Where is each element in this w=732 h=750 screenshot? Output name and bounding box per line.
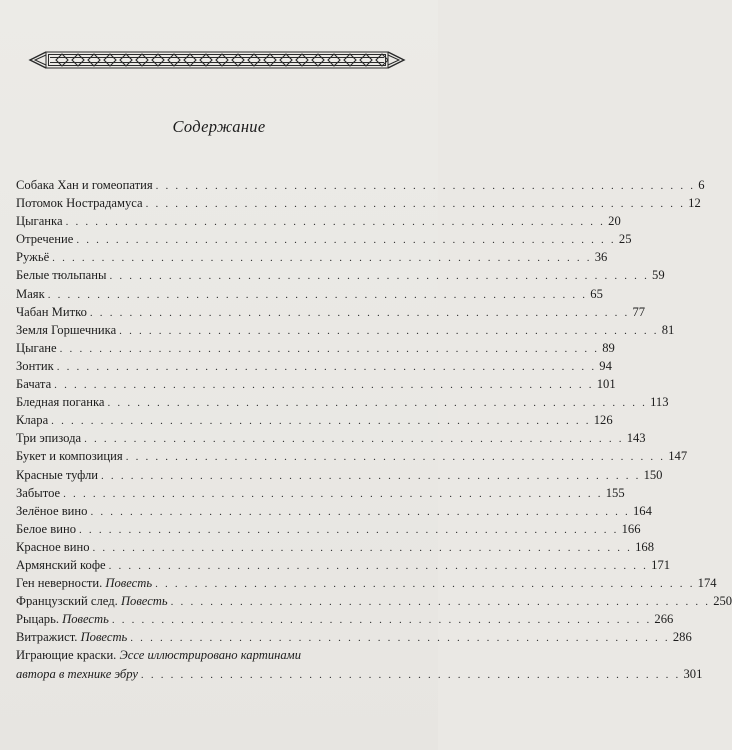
ornament-diamond (152, 54, 164, 66)
toc-entry-title-text: Зелёное вино (16, 503, 88, 518)
toc-entry-title-text: Отречение (16, 232, 74, 247)
toc-leader-dots: . . . . . . . . . . . . . . . . . . . . . . . . . . . . . . . . . . . . . . . . . . . . . . . . . . . . . . . (145, 198, 686, 211)
toc-entry (16, 502, 652, 520)
decorative-ornament-band (26, 48, 408, 72)
toc-leader-dots: . . . . . . . . . . . . . . . . . . . . . . . . . . . . . . . . . . . . . . . . . . . . . . . . . . . . . . . (101, 469, 641, 482)
ornament-diamond (344, 54, 356, 66)
toc-entry-title-text: Белые тюльпаны (16, 268, 107, 283)
toc-entry-title (16, 429, 81, 447)
toc-entry-genre: Повесть (62, 612, 109, 627)
toc-leader-dots: . . . . . . . . . . . . . . . . . . . . . . . . . . . . . . . . . . . . . . . . . . . . . . . . . . . . . . . (155, 180, 696, 192)
toc-entry-title-text: Клара (16, 413, 49, 428)
toc-entry-page: 164 (633, 503, 652, 518)
toc-entry-genre: Повесть (80, 630, 128, 645)
toc-leader-dots: . . . . . . . . . . . . . . . . . . . . . . . . . . . . . . . . . . . . . . . . . . . . . . . . . . . . . . . (89, 306, 630, 319)
toc-entry-title (16, 303, 87, 321)
toc-entry-title (16, 375, 51, 393)
toc-entry-title-text: Французский след. (16, 594, 118, 609)
toc-entry-page: 174 (697, 576, 717, 591)
ornament-diamond (328, 54, 340, 66)
toc-entry (16, 574, 717, 592)
toc-leader-dots: . . . . . . . . . . . . . . . . . . . . . . . . . . . . . . . . . . . . . . . . . . . . . . . . . . . . . . . (140, 668, 681, 681)
ornament-diamond (216, 54, 228, 66)
toc-entry-page: 89 (602, 340, 615, 355)
toc-entry-page: 20 (608, 214, 621, 229)
toc-entry (16, 212, 621, 230)
ornament-diamond (168, 54, 180, 66)
toc-entry-title (16, 230, 73, 248)
toc-entry-title-text: Красное вино (16, 539, 90, 554)
toc-entry (16, 610, 674, 628)
toc-entry-title-text: Маяк (16, 286, 45, 301)
toc-entry-page: 6 (698, 178, 705, 192)
toc-leader-dots: . . . . . . . . . . . . . . . . . . . . . . . . . . . . . . . . . . . . . . . . . . . . . . . . . . . . . . . (108, 559, 649, 572)
toc-entry (16, 538, 654, 556)
toc-entry-title (16, 339, 57, 357)
toc-entry-page: 126 (593, 413, 613, 428)
toc-entry-page: 155 (605, 485, 625, 500)
ornament-diamond (296, 54, 308, 66)
toc-entry-title (16, 502, 87, 520)
toc-entry-title-text: Зонтик (16, 358, 54, 373)
toc-entry-title (16, 610, 109, 628)
toc-entry-genre: Повесть (120, 594, 168, 609)
toc-entry-title (16, 393, 105, 411)
toc-entry-page: 65 (590, 286, 603, 301)
toc-entry (16, 285, 603, 303)
toc-leader-dots: . . . . . . . . . . . . . . . . . . . . . . . . . . . . . . . . . . . . . . . . . . . . . . . . . . . . . . . (107, 397, 648, 410)
toc-entry-title-text: Цыганка (16, 214, 63, 229)
ornament-diamond (136, 54, 148, 66)
toc-entry-line (16, 665, 703, 683)
toc-entry-page: 166 (621, 521, 641, 536)
toc-entry-title-text: Три эпизода (16, 431, 82, 446)
toc-entry-page: 25 (618, 232, 632, 247)
toc-leader-dots: . . . . . . . . . . . . . . . . . . . . . . . . . . . . . . . . . . . . . . . . . . . . . . . . . . . . . . . (119, 324, 659, 337)
toc-entry-title (16, 538, 90, 556)
toc-entry-title-text: Собака Хан и гомеопатия (16, 178, 153, 192)
toc-entry (16, 520, 641, 538)
toc-entry-page: 94 (599, 358, 612, 373)
toc-entry-title-text: Красные туфли (16, 467, 99, 482)
toc-entry (16, 484, 625, 502)
toc-entry (16, 339, 615, 357)
toc-entry-title (16, 212, 63, 230)
toc-entry-title-text: Бачата (16, 377, 52, 392)
toc-entry (16, 466, 663, 484)
ornament-diamond (360, 54, 372, 66)
toc-entry-title-text: Чабан Митко (16, 304, 87, 319)
toc-entry-page: 168 (635, 539, 654, 554)
toc-entry-genre: Повесть (105, 576, 153, 591)
toc-entry-title-text: Цыгане (16, 340, 57, 355)
toc-entry-page: 59 (652, 268, 665, 283)
ornament-diamond (120, 54, 132, 66)
toc-entry-line (16, 646, 414, 664)
toc-entry-title (16, 266, 106, 284)
toc-entry (16, 230, 632, 248)
toc-leader-dots: . . . . . . . . . . . . . . . . . . . . . . . . . . . . . . . . . . . . . . . . . . . . . . . . . . . . . . . (52, 252, 592, 265)
toc-entry (16, 592, 732, 610)
ornament-diamond (312, 54, 324, 66)
toc-entry-page: 36 (594, 250, 608, 265)
toc-leader-dots: . . . . . . . . . . . . . . . . . . . . . . . . . . . . . . . . . . . . . . . . . . . . . . . . . . . . . . . (90, 505, 630, 518)
toc-entry-title-text: Ген неверности. (16, 576, 103, 591)
toc-entry-title (16, 176, 153, 194)
toc-leader-dots: . . . . . . . . . . . . . . . . . . . . . . . . . . . . . . . . . . . . . . . . . . . . . . . . . . . . . . . (76, 234, 616, 247)
toc-entry-title-text: Земля Горшечника (16, 322, 117, 337)
ornament-diamond (376, 54, 388, 66)
toc-entry (16, 248, 608, 266)
toc-entry-title (16, 592, 168, 610)
ornament-diamond (264, 54, 276, 66)
toc-entry-page: 147 (668, 449, 688, 464)
ornament-diamond (88, 54, 100, 66)
toc-entry-page: 12 (688, 196, 701, 211)
toc-entry (16, 429, 646, 447)
toc-entry-page: 77 (632, 304, 646, 319)
toc-entry-page: 81 (661, 322, 675, 337)
table-of-contents (16, 176, 732, 683)
toc-leader-dots: . . . . . . . . . . . . . . . . . . . . . . . . . . . . . . . . . . . . . . . . . . . . . . . . . . . . . . . (92, 541, 633, 554)
toc-entry-title (16, 628, 127, 646)
toc-leader-dots: . . . . . . . . . . . . . . . . . . . . . . . . . . . . . . . . . . . . . . . . . . . . . . . . . . . . . . . (125, 451, 666, 464)
ornament-diamond (104, 54, 116, 66)
toc-entry-page: 150 (643, 467, 663, 482)
ornament-diamond (72, 54, 84, 66)
toc-entry-title (16, 321, 116, 339)
toc-entry (16, 321, 675, 339)
contents-heading: Содержание (172, 117, 266, 136)
toc-entry-page: 171 (651, 557, 671, 572)
toc-entry-note: Эссе иллюстрировано картинами (119, 648, 302, 663)
toc-entry-title-text: Забытое (16, 485, 61, 500)
toc-entry-title-text: Армянский кофе (16, 557, 106, 572)
toc-entry-page: 266 (654, 612, 674, 627)
toc-entry (16, 266, 665, 284)
toc-leader-dots: . . . . . . . . . . . . . . . . . . . . . . . . . . . . . . . . . . . . . . . . . . . . . . . . . . . . . . . (84, 433, 624, 446)
toc-entry-title-text: Рыцарь. (16, 612, 59, 627)
toc-entry (16, 628, 692, 646)
toc-leader-dots: . . . . . . . . . . . . . . . . . . . . . . . . . . . . . . . . . . . . . . . . . . . . . . . . . . . . . . . (111, 614, 652, 627)
toc-entry-page: 250 (713, 594, 732, 609)
toc-leader-dots: . . . . . . . . . . . . . . . . . . . . . . . . . . . . . . . . . . . . . . . . . . . . . . . . . . . . . . . (65, 216, 606, 229)
toc-entry-title-text: Ружьё (16, 250, 50, 265)
toc-entry (16, 357, 612, 375)
toc-entry (16, 375, 616, 393)
toc-entry (16, 393, 669, 411)
toc-leader-dots: . . . . . . . . . . . . . . . . . . . . . . . . . . . . . . . . . . . . . . . . . . . . . . . . . . . . . . . (51, 415, 591, 428)
toc-leader-dots: . . . . . . . . . . . . . . . . . . . . . . . . . . . . . . . . . . . . . . . . . . . . . . . . . . . . . . . (63, 487, 603, 500)
toc-entry-title (16, 466, 98, 484)
toc-entry-title (16, 484, 60, 502)
toc-entry (16, 194, 701, 212)
toc-entry (16, 646, 703, 682)
ornament-diamond (184, 54, 196, 66)
toc-entry-page: 301 (683, 666, 703, 681)
toc-entry-title (16, 248, 49, 266)
toc-entry-page: 286 (672, 630, 692, 645)
toc-entry (16, 447, 688, 465)
toc-leader-dots: . . . . . . . . . . . . . . . . . . . . . . . . . . . . . . . . . . . . . . . . . . . . . . . . . . . . . . . (109, 270, 650, 283)
toc-leader-dots: . . . . . . . . . . . . . . . . . . . . . . . . . . . . . . . . . . . . . . . . . . . . . . . . . . . . . . . (155, 578, 695, 591)
toc-leader-dots: . . . . . . . . . . . . . . . . . . . . . . . . . . . . . . . . . . . . . . . . . . . . . . . . . . . . . . . (59, 342, 600, 355)
toc-entry (16, 556, 671, 574)
toc-entry (16, 176, 705, 194)
toc-entry-title-text: Играющие краски. (16, 648, 117, 663)
ornament-diamond (248, 54, 260, 66)
toc-entry (16, 303, 646, 321)
toc-entry-title (16, 357, 54, 375)
toc-entry-title-text: Букет и композиция (16, 449, 123, 464)
toc-entry-title-text: Бледная поганка (16, 395, 105, 410)
toc-entry-title (16, 194, 143, 212)
toc-entry-title (16, 520, 76, 538)
ornament-diamond (232, 54, 244, 66)
ornament-diamond (200, 54, 212, 66)
ornament-diamond (56, 54, 68, 66)
toc-leader-dots: . . . . . . . . . . . . . . . . . . . . . . . . . . . . . . . . . . . . . . . . . . . . . . . . . . . . . . . (79, 523, 619, 536)
toc-leader-dots: . . . . . . . . . . . . . . . . . . . . . . . . . . . . . . . . . . . . . . . . . . . . . . . . . . . . . . . (130, 632, 670, 645)
toc-entry-title (16, 285, 45, 303)
toc-leader-dots: . . . . . . . . . . . . . . . . . . . . . . . . . . . . . . . . . . . . . . . . . . . . . . . . . . . . . . . (54, 379, 594, 392)
ornament-diamond (280, 54, 292, 66)
toc-entry-title (16, 411, 48, 429)
toc-entry-page: 143 (626, 431, 646, 446)
toc-entry-title-text: Белое вино (16, 521, 77, 536)
toc-entry-title-text: Витражист. (16, 630, 78, 645)
toc-leader-dots: . . . . . . . . . . . . . . . . . . . . . . . . . . . . . . . . . . . . . . . . . . . . . . . . . . . . . . . (170, 596, 711, 609)
toc-entry-title (16, 447, 123, 465)
toc-entry-title-text: Потомок Нострадамуса (16, 196, 143, 211)
toc-leader-dots: . . . . . . . . . . . . . . . . . . . . . . . . . . . . . . . . . . . . . . . . . . . . . . . . . . . . . . . (56, 360, 597, 373)
toc-entry-page: 101 (596, 377, 616, 392)
toc-leader-dots: . . . . . . . . . . . . . . . . . . . . . . . . . . . . . . . . . . . . . . . . . . . . . . . . . . . . . . . (47, 288, 588, 301)
toc-entry-title (16, 556, 106, 574)
toc-entry-title (16, 574, 152, 592)
toc-entry-note: автора в технике эбру (16, 666, 138, 681)
toc-entry (16, 411, 613, 429)
toc-entry-page: 113 (650, 395, 669, 410)
